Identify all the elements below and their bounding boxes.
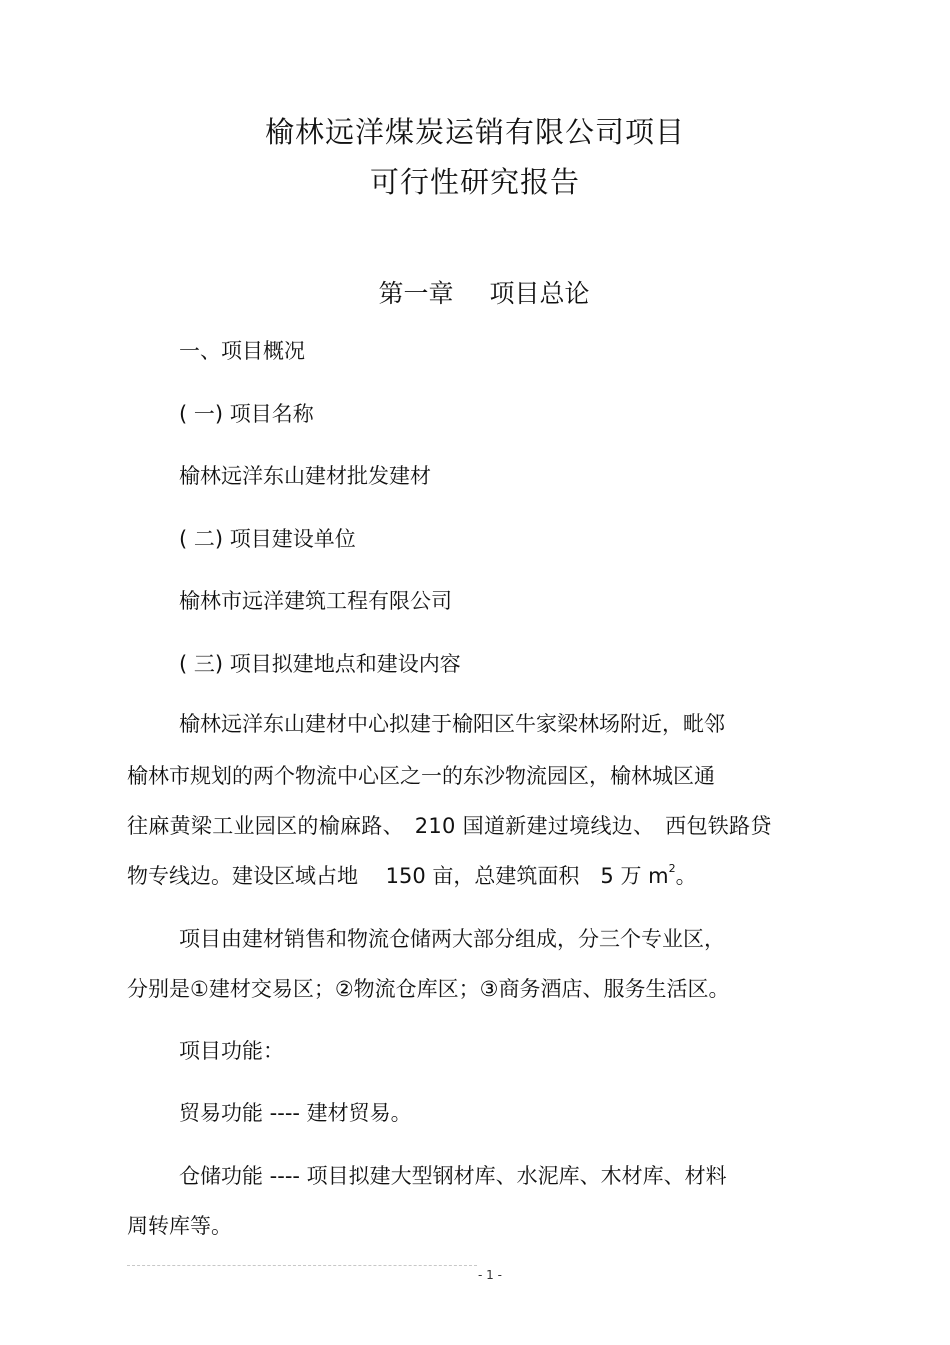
section-heading-overview: 一、项目概况 bbox=[179, 339, 305, 363]
composition-paragraph-line-1: 项目由建材销售和物流仓储两大部分组成，分三个专业区， bbox=[179, 927, 725, 951]
document-title-line-2: 可行性研究报告 bbox=[369, 165, 580, 199]
function-storage-line-1: 仓储功能 ---- 项目拟建大型钢材库、水泥库、木材库、材料 bbox=[179, 1164, 727, 1188]
function-trade: 贸易功能 ---- 建材贸易。 bbox=[179, 1101, 412, 1125]
construction-unit-text: 榆林市远洋建筑工程有限公司 bbox=[179, 589, 452, 613]
location-paragraph-line-4 bbox=[127, 862, 697, 888]
function-storage-line-2: 周转库等。 bbox=[127, 1214, 232, 1238]
functions-heading: 项目功能： bbox=[179, 1039, 284, 1063]
page-number: - 1 - bbox=[478, 1268, 502, 1282]
subsection-heading-unit: ( 二) 项目建设单位 bbox=[179, 527, 356, 551]
location-paragraph-line-3: 往麻黄梁工业园区的榆麻路、 210 国道新建过境线边、 西包铁路贷 bbox=[127, 814, 772, 838]
subsection-heading-name: ( 一) 项目名称 bbox=[179, 402, 314, 426]
document-title-line-1: 榆林远洋煤炭运销有限公司项目 bbox=[264, 115, 685, 149]
location-paragraph-line-4-end: 。 bbox=[675, 864, 697, 888]
location-paragraph-line-4-text: 物专线边。建设区域占地 150 亩，总建筑面积 5 万 m bbox=[127, 864, 669, 888]
footer-divider bbox=[127, 1265, 477, 1266]
location-paragraph-line-2: 榆林市规划的两个物流中心区之一的东沙物流园区，榆林城区通 bbox=[127, 764, 715, 788]
project-name-text: 榆林远洋东山建材批发建材 bbox=[179, 464, 431, 488]
subsection-heading-location: ( 三) 项目拟建地点和建设内容 bbox=[179, 652, 461, 676]
composition-paragraph-line-2: 分别是①建材交易区；②物流仓库区；③商务酒店、服务生活区。 bbox=[127, 977, 730, 1001]
location-paragraph-line-1: 榆林远洋东山建材中心拟建于榆阳区牛家梁林场附近，毗邻 bbox=[179, 712, 725, 736]
chapter-title: 项目总论 bbox=[489, 279, 590, 308]
chapter-number: 第一章 bbox=[378, 279, 454, 308]
chapter-heading bbox=[0, 274, 950, 310]
area-unit-superscript: 2 bbox=[668, 862, 676, 875]
